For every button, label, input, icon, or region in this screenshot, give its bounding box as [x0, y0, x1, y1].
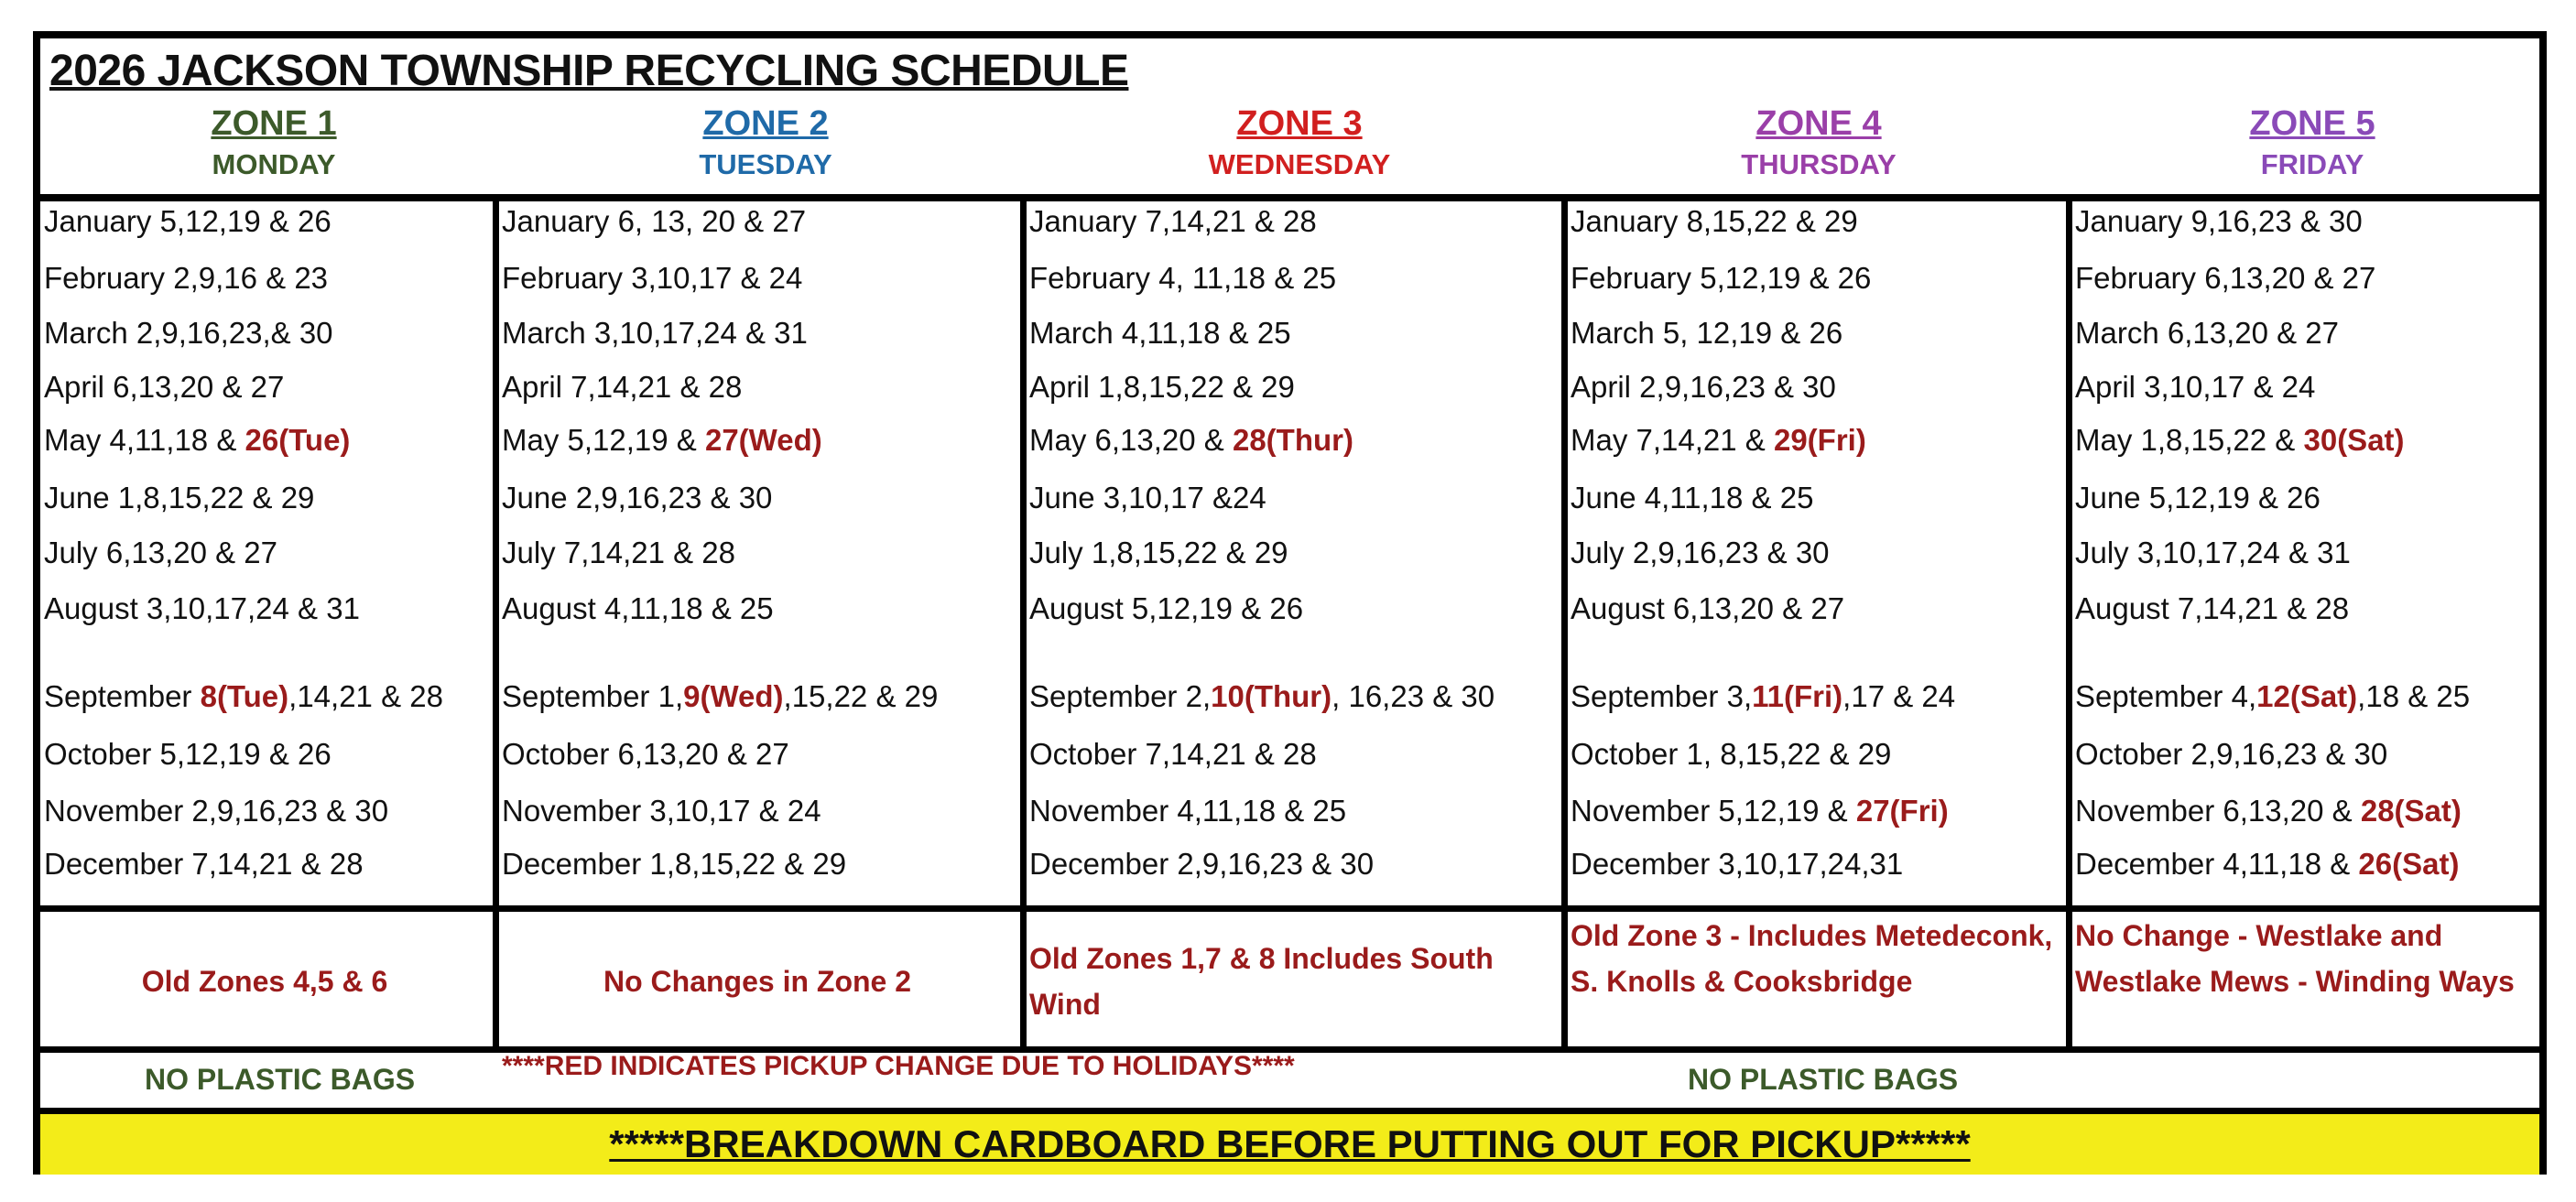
date-text: April 7,14,21 & 28 [502, 370, 743, 404]
date-text: May 5,12,19 & [502, 423, 705, 457]
date-text: February 6,13,20 & 27 [2075, 261, 2376, 295]
holiday-date: 12(Sat) [2256, 679, 2358, 713]
date-text: July 2,9,16,23 & 30 [1571, 536, 1830, 569]
date-text: June 2,9,16,23 & 30 [502, 481, 773, 514]
date-text: March 5, 12,19 & 26 [1571, 316, 1843, 350]
date-row [2075, 535, 2351, 571]
date-row [44, 535, 277, 571]
date-row [1029, 590, 1303, 627]
date-row [1029, 535, 1288, 571]
date-text: November 5,12,19 & [1571, 794, 1856, 828]
date-row [44, 315, 333, 352]
date-text: November 4,11,18 & 25 [1029, 794, 1347, 828]
date-row [1571, 678, 1955, 715]
date-text: March 3,10,17,24 & 31 [502, 316, 808, 350]
zone-day: WEDNESDAY [1208, 148, 1391, 180]
date-row [2075, 260, 2375, 297]
date-row [2075, 736, 2387, 773]
date-text: , 16,23 & 30 [1331, 679, 1495, 713]
date-row [2075, 369, 2315, 406]
date-row [1571, 793, 1949, 829]
date-text: February 5,12,19 & 26 [1571, 261, 1872, 295]
date-row [1571, 315, 1842, 352]
footer-divider [40, 1108, 2539, 1114]
zone-header-5 [2083, 101, 2541, 183]
date-text: January 8,15,22 & 29 [1571, 204, 1858, 238]
date-text: November 2,9,16,23 & 30 [44, 794, 389, 828]
cardboard-banner [40, 1114, 2539, 1175]
date-text: April 2,9,16,23 & 30 [1571, 370, 1836, 404]
zone-name: ZONE 3 [1236, 104, 1363, 143]
holiday-notice: ****RED INDICATES PICKUP CHANGE DUE TO HOLIDAYS**** [502, 1051, 1295, 1081]
zone-header-2 [537, 101, 995, 183]
zone-header-4 [1590, 101, 2048, 183]
date-row [2075, 590, 2349, 627]
date-text: August 4,11,18 & 25 [502, 591, 774, 625]
date-text: August 3,10,17,24 & 31 [44, 591, 360, 625]
date-row [1571, 590, 1844, 627]
date-row [1571, 369, 1836, 406]
date-row [2075, 793, 2462, 829]
date-row [1029, 678, 1495, 715]
date-row [502, 846, 846, 883]
date-row [1029, 480, 1266, 516]
holiday-date: 27(Wed) [704, 423, 822, 457]
date-text: October 5,12,19 & 26 [44, 737, 332, 771]
no-plastic-bags-right: NO PLASTIC BAGS [1688, 1063, 1959, 1096]
no-plastic-bags-left: NO PLASTIC BAGS [145, 1063, 416, 1096]
date-text: ,18 & 25 [2357, 679, 2471, 713]
page-title: 2026 JACKSON TOWNSHIP RECYCLING SCHEDULE [49, 47, 1129, 95]
date-row [1029, 260, 1336, 297]
date-text: ,17 & 24 [1842, 679, 1956, 713]
zone-name: ZONE 1 [211, 104, 337, 143]
date-row [1029, 369, 1295, 406]
date-row [1029, 315, 1291, 352]
zone-day: FRIDAY [2260, 148, 2364, 180]
date-row [1029, 203, 1317, 240]
column-divider [1561, 200, 1568, 1053]
zone-name: ZONE 2 [702, 104, 829, 143]
date-row [2075, 315, 2339, 352]
date-row [1571, 203, 1858, 240]
date-text: October 6,13,20 & 27 [502, 737, 789, 771]
date-text: January 5,12,19 & 26 [44, 204, 332, 238]
date-row [502, 203, 806, 240]
date-text: September 1, [502, 679, 684, 713]
zone-4-note: Old Zone 3 - Includes Metedeconk, S. Knolls & Cooksbridge [1571, 919, 2053, 998]
date-row [44, 736, 332, 773]
date-row [2075, 846, 2459, 883]
holiday-date: 10(Thur) [1211, 679, 1332, 713]
holiday-date: 30(Sat) [2303, 423, 2405, 457]
column-divider [493, 200, 499, 1053]
date-row [502, 260, 802, 297]
date-text: October 1, 8,15,22 & 29 [1571, 737, 1892, 771]
date-text: December 4,11,18 & [2075, 847, 2359, 881]
date-text: July 6,13,20 & 27 [44, 536, 278, 569]
date-row [44, 793, 388, 829]
date-row [502, 678, 938, 715]
date-text: February 2,9,16 & 23 [44, 261, 329, 295]
date-text: May 1,8,15,22 & [2075, 423, 2304, 457]
date-text: September 2, [1029, 679, 1212, 713]
date-text: March 2,9,16,23,& 30 [44, 316, 333, 350]
date-row [502, 736, 789, 773]
dates-divider [40, 905, 2539, 912]
zone-3-note: Old Zones 1,7 & 8 Includes South Wind [1029, 942, 1494, 1021]
date-row [502, 422, 822, 459]
date-row [1571, 846, 1903, 883]
zone-header-3 [1071, 101, 1528, 183]
date-row [44, 203, 332, 240]
zone-1-note: Old Zones 4,5 & 6 [141, 965, 388, 998]
date-text: January 7,14,21 & 28 [1029, 204, 1317, 238]
date-row [1029, 422, 1353, 459]
date-row [1571, 736, 1891, 773]
date-row [44, 369, 284, 406]
date-text: December 7,14,21 & 28 [44, 847, 364, 881]
date-row [1029, 846, 1374, 883]
date-text: May 6,13,20 & [1029, 423, 1233, 457]
date-text: August 6,13,20 & 27 [1571, 591, 1845, 625]
date-row [502, 480, 772, 516]
date-text: September [44, 679, 201, 713]
date-text: December 1,8,15,22 & 29 [502, 847, 847, 881]
date-row [1571, 535, 1830, 571]
date-text: August 5,12,19 & 26 [1029, 591, 1304, 625]
date-text: June 4,11,18 & 25 [1571, 481, 1814, 514]
zone-5-note: No Change - Westlake and Westlake Mews - Winding Ways [2075, 919, 2515, 998]
date-row [502, 535, 735, 571]
zone-header-1 [45, 101, 503, 183]
date-text: December 2,9,16,23 & 30 [1029, 847, 1375, 881]
date-text: July 1,8,15,22 & 29 [1029, 536, 1288, 569]
date-text: March 4,11,18 & 25 [1029, 316, 1291, 350]
date-text: December 3,10,17,24,31 [1571, 847, 1904, 881]
zone-day: MONDAY [212, 148, 336, 180]
date-row [1571, 260, 1871, 297]
date-text: September 4, [2075, 679, 2257, 713]
date-text: October 2,9,16,23 & 30 [2075, 737, 2388, 771]
date-text: January 9,16,23 & 30 [2075, 204, 2363, 238]
date-text: July 7,14,21 & 28 [502, 536, 736, 569]
date-row [44, 260, 328, 297]
cardboard-banner-text: *****BREAKDOWN CARDBOARD BEFORE PUTTING OUT FOR PICKUP***** [609, 1122, 1971, 1165]
zone-day: THURSDAY [1741, 148, 1897, 180]
date-row [44, 480, 314, 516]
date-text: April 1,8,15,22 & 29 [1029, 370, 1295, 404]
date-text: May 7,14,21 & [1571, 423, 1774, 457]
date-row [44, 846, 364, 883]
date-row [502, 315, 808, 352]
date-row [502, 590, 774, 627]
holiday-date: 26(Tue) [245, 423, 351, 457]
date-row [502, 369, 742, 406]
date-row [44, 590, 360, 627]
date-text: November 3,10,17 & 24 [502, 794, 821, 828]
holiday-date: 11(Fri) [1752, 679, 1843, 713]
date-row [2075, 480, 2321, 516]
date-text: February 4, 11,18 & 25 [1029, 261, 1337, 295]
date-text: August 7,14,21 & 28 [2075, 591, 2350, 625]
holiday-date: 27(Fri) [1855, 794, 1949, 828]
zone-name: ZONE 4 [1755, 104, 1882, 143]
date-row [1029, 793, 1346, 829]
date-row [2075, 203, 2363, 240]
holiday-date: 28(Sat) [2360, 794, 2462, 828]
date-text: June 3,10,17 &24 [1029, 481, 1266, 514]
header-divider [40, 194, 2539, 201]
date-text: January 6, 13, 20 & 27 [502, 204, 807, 238]
holiday-date: 29(Fri) [1773, 423, 1866, 457]
date-text: April 3,10,17 & 24 [2075, 370, 2316, 404]
date-text: ,14,21 & 28 [288, 679, 443, 713]
date-text: September 3, [1571, 679, 1753, 713]
date-row [1029, 736, 1317, 773]
date-row [1571, 422, 1866, 459]
zone-day: TUESDAY [699, 148, 832, 180]
date-row [44, 422, 350, 459]
date-text: November 6,13,20 & [2075, 794, 2361, 828]
holiday-date: 8(Tue) [200, 679, 289, 713]
column-divider [1020, 200, 1027, 1053]
zone-2-note: No Changes in Zone 2 [603, 965, 912, 998]
holiday-date: 9(Wed) [683, 679, 784, 713]
date-text: June 1,8,15,22 & 29 [44, 481, 315, 514]
date-text: February 3,10,17 & 24 [502, 261, 803, 295]
date-text: ,15,22 & 29 [783, 679, 939, 713]
schedule-frame [33, 31, 2547, 1175]
zone-name: ZONE 5 [2249, 104, 2375, 143]
date-text: June 5,12,19 & 26 [2075, 481, 2321, 514]
date-text: October 7,14,21 & 28 [1029, 737, 1317, 771]
date-row [44, 678, 443, 715]
date-row [2075, 422, 2405, 459]
date-text: July 3,10,17,24 & 31 [2075, 536, 2351, 569]
date-row [502, 793, 821, 829]
holiday-date: 26(Sat) [2358, 847, 2460, 881]
date-text: March 6,13,20 & 27 [2075, 316, 2340, 350]
date-row [1571, 480, 1813, 516]
holiday-date: 28(Thur) [1232, 423, 1353, 457]
date-row [2075, 678, 2470, 715]
date-text: May 4,11,18 & [44, 423, 245, 457]
date-text: April 6,13,20 & 27 [44, 370, 285, 404]
